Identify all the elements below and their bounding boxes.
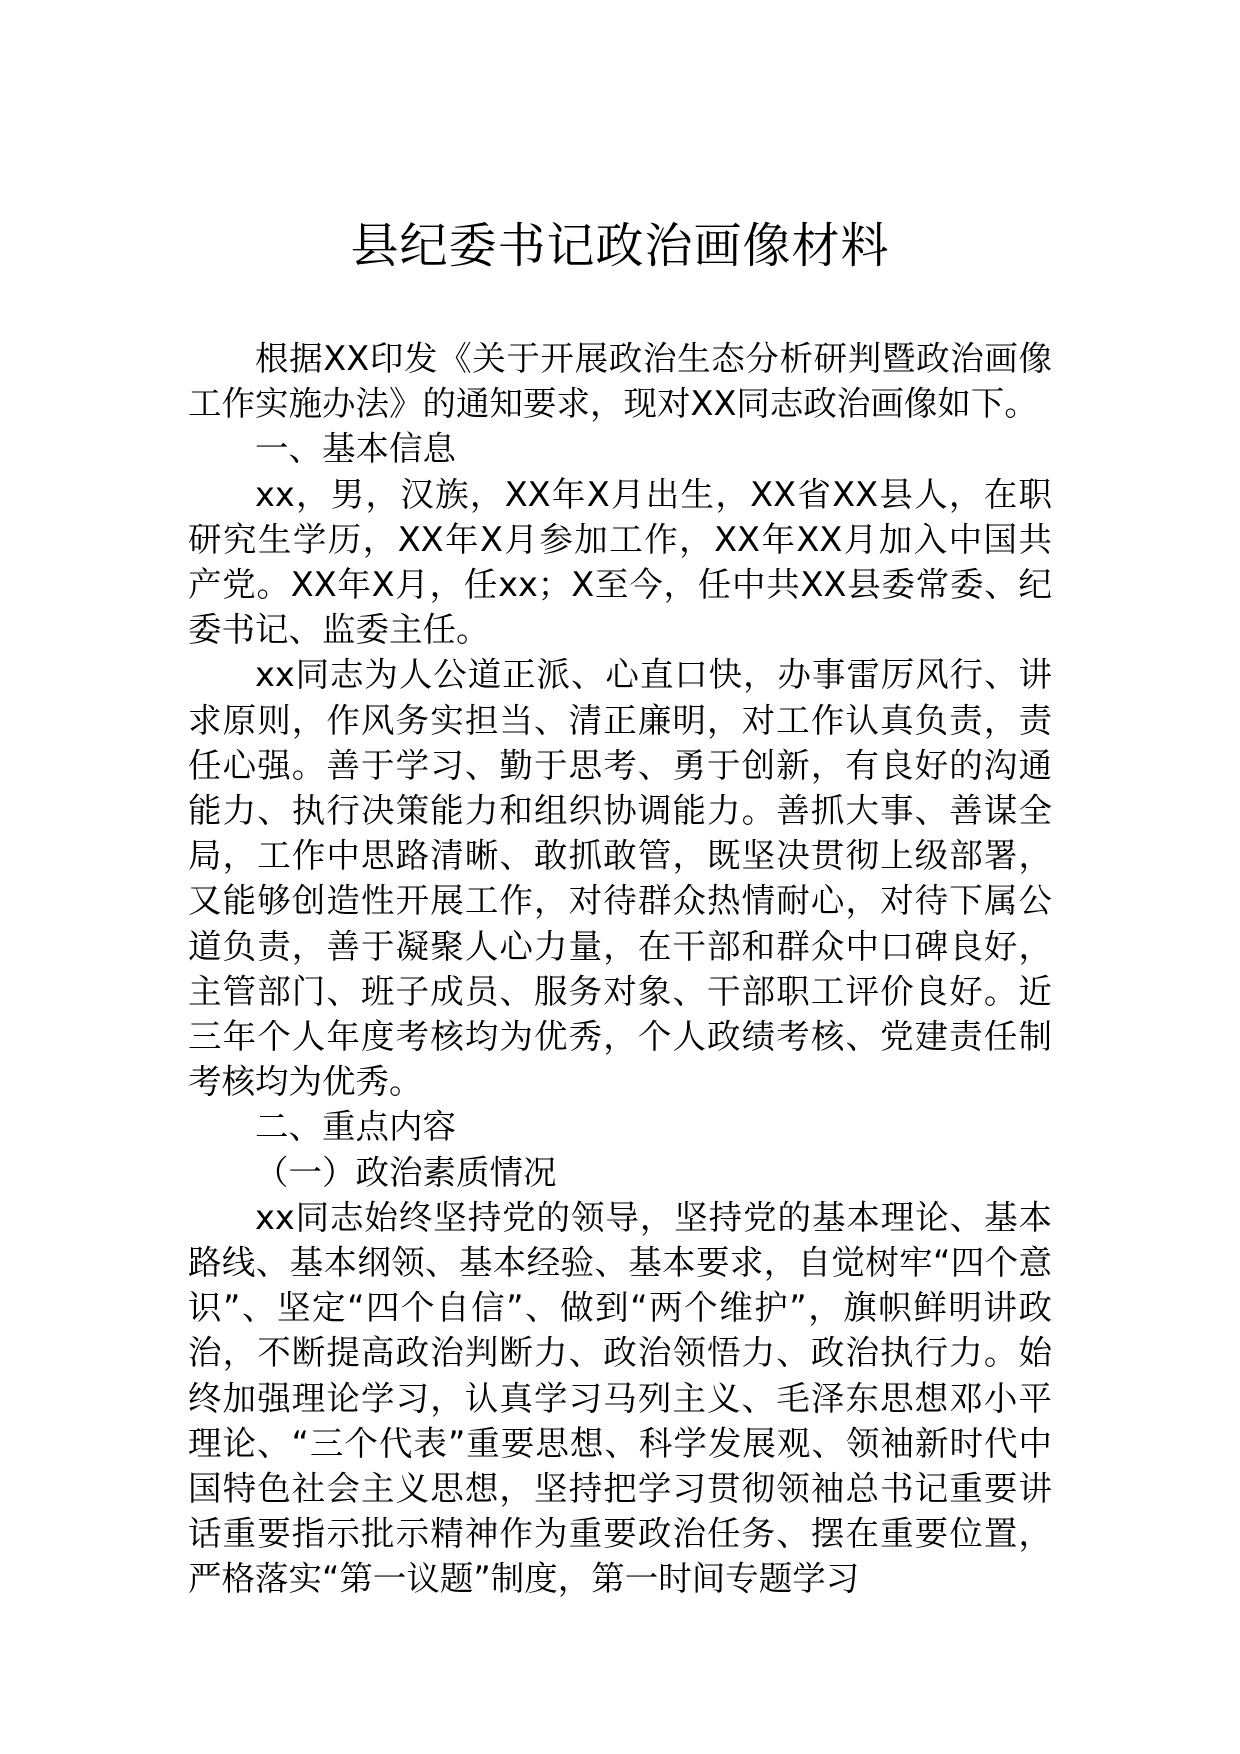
political-quality-paragraph: xx同志始终坚持党的领导，坚持党的基本理论、基本路线、基本纲领、基本经验、基本要求，自觉树牢“四个意识”、坚定“四个自信”、做到“两个维护”，旗帜鲜明讲政治，不断提高政治判断力、政治领悟力、政治执行力。始终加强理论学习，认真学习马列主义、毛泽东思想邓小平理论、“三个代表”重要思想、科学发展观、领袖新时代中国特色社会主义思想，坚持把学习贯彻领袖总书记重要讲话重要指示批示精神作为重要政治任务、摆在重要位置，严格落实“第一议题”制度，第一时间专题学习 <box>188 1197 1052 1599</box>
section-heading-key-content: 二、重点内容 <box>255 1107 456 1147</box>
subsection-heading-political-quality: （一）政治素质情况 <box>255 1152 557 1192</box>
intro-paragraph: 根据XX印发《关于开展政治生态分析研判暨政治画像工作实施办法》的通知要求，现对XX同志政治画像如下。 <box>188 339 1052 424</box>
evaluation-paragraph: xx同志为人公道正派、心直口快，办事雷厉风行、讲求原则，作风务实担当、清正廉明，对工作认真负责，责任心强。善于学习、勤于思考、勇于创新，有良好的沟通能力、执行决策能力和组织协调能力。善抓大事、善谋全局，工作中思路清晰、敢抓敢管，既坚决贯彻上级部署，又能够创造性开展工作，对待群众热情耐心，对待下属公道负责，善于凝聚人心力量，在干部和群众中口碑良好，主管部门、班子成员、服务对象、干部职工评价良好。近三年个人年度考核均为优秀，个人政绩考核、党建责任制考核均为优秀。 <box>188 655 1052 1102</box>
section-heading-basic-info: 一、基本信息 <box>255 429 456 469</box>
document-title: 县纪委书记政治画像材料 <box>350 218 890 274</box>
document-body <box>188 336 1052 1602</box>
basic-info-paragraph: xx，男，汉族，XX年X月出生，XX省XX县人，在职研究生学历，XX年X月参加工作，XX年XX月加入中国共产党。XX年X月，任xx；X至今，任中共XX县委常委、纪委书记、监委主任。 <box>188 474 1052 650</box>
